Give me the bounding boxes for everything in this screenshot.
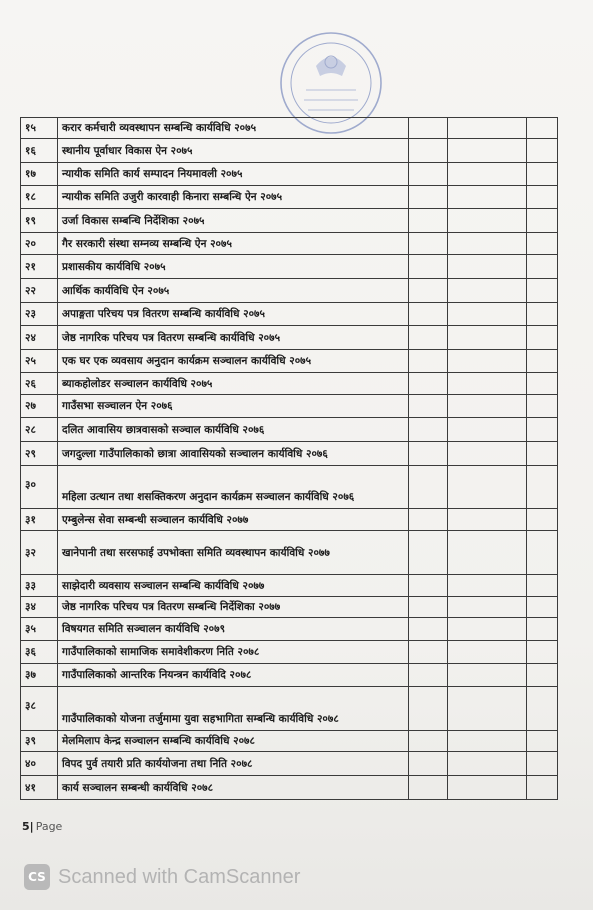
row-number: २० (21, 233, 58, 255)
empty-cell (527, 163, 558, 186)
empty-cell (527, 664, 558, 687)
table-row (21, 776, 558, 800)
empty-cell (409, 233, 448, 255)
empty-cell (448, 687, 527, 731)
empty-cell (409, 303, 448, 326)
row-number: २२ (21, 279, 58, 303)
empty-cell (448, 395, 527, 418)
document-title: दलित आवासिय छात्रवासको सञ्चाल कार्यविधि २०७६ (58, 418, 409, 442)
row-number: ३६ (21, 641, 58, 664)
empty-cell (448, 466, 527, 509)
empty-cell (409, 531, 448, 575)
empty-cell (527, 118, 558, 139)
table-row (21, 326, 558, 350)
empty-cell (409, 575, 448, 597)
camscanner-watermark (24, 862, 300, 892)
row-number: ३९ (21, 731, 58, 752)
document-title: गैर सरकारी संस्था सम्नव्य सम्बन्धि ऐन २०७५ (58, 233, 409, 255)
empty-cell (409, 163, 448, 186)
table-row (21, 373, 558, 395)
row-number: २५ (21, 350, 58, 373)
empty-cell (448, 279, 527, 303)
document-title: गाउँपालिकाको सामाजिक समावेशीकरण निति २०७८ (58, 641, 409, 664)
table-row (21, 163, 558, 186)
table-row (21, 255, 558, 279)
document-title: साझेदारी व्यवसाय सञ्चालन सम्बन्धि कार्यविधि २०७७ (58, 575, 409, 597)
empty-cell (527, 575, 558, 597)
page-number: 5 (22, 820, 30, 833)
empty-cell (448, 209, 527, 233)
empty-cell (448, 233, 527, 255)
empty-cell (448, 326, 527, 350)
empty-cell (527, 255, 558, 279)
empty-cell (527, 687, 558, 731)
empty-cell (527, 731, 558, 752)
document-title: जेष्ठ नागरिक परिचय पत्र वितरण सम्बन्धि निर्देशिका २०७७ (58, 597, 409, 618)
empty-cell (527, 350, 558, 373)
row-number: १६ (21, 139, 58, 163)
row-number: ३५ (21, 618, 58, 641)
empty-cell (527, 139, 558, 163)
empty-cell (409, 466, 448, 509)
table-row (21, 509, 558, 531)
row-number: ४१ (21, 776, 58, 800)
empty-cell (448, 776, 527, 800)
table-row (21, 531, 558, 575)
page-label: Page (35, 820, 63, 833)
table-row (21, 442, 558, 466)
row-number: २७ (21, 395, 58, 418)
empty-cell (448, 418, 527, 442)
empty-cell (527, 618, 558, 641)
table-row (21, 395, 558, 418)
row-number: २१ (21, 255, 58, 279)
document-title: कार्य सञ्चालन सम्बन्धी कार्यविधि २०७८ (58, 776, 409, 800)
empty-cell (409, 618, 448, 641)
camscanner-text: Scanned with CamScanner (58, 865, 301, 888)
empty-cell (448, 163, 527, 186)
document-title: उर्जा विकास सम्बन्धि निर्देशिका २०७५ (58, 209, 409, 233)
footer-separator: | (29, 820, 34, 833)
empty-cell (527, 531, 558, 575)
empty-cell (527, 641, 558, 664)
document-title: विषयगत समिति सञ्चालन कार्यविधि २०७९ (58, 618, 409, 641)
document-title: आर्थिक कार्यविधि ऐन २०७५ (58, 279, 409, 303)
empty-cell (527, 186, 558, 209)
empty-cell (527, 395, 558, 418)
empty-cell (527, 209, 558, 233)
empty-cell (409, 395, 448, 418)
empty-cell (448, 664, 527, 687)
empty-cell (409, 752, 448, 776)
document-register-table (20, 117, 558, 800)
row-number: २९ (21, 442, 58, 466)
table-row (21, 641, 558, 664)
table-row (21, 118, 558, 139)
row-number: ३२ (21, 531, 58, 575)
table-row (21, 618, 558, 641)
empty-cell (409, 664, 448, 687)
table-row (21, 186, 558, 209)
table-row (21, 233, 558, 255)
empty-cell (527, 233, 558, 255)
row-number: ४० (21, 752, 58, 776)
table-row (21, 731, 558, 752)
empty-cell (409, 509, 448, 531)
empty-cell (409, 255, 448, 279)
document-title: ब्याकहोलोडर सञ्चालन कार्यविधि २०७५ (58, 373, 409, 395)
document-title: न्यायीक समिति उजुरी कारवाही किनारा सम्बन्धि ऐन २०७५ (58, 186, 409, 209)
empty-cell (409, 326, 448, 350)
table-row (21, 687, 558, 731)
document-title: प्रशासकीय कार्यविधि २०७५ (58, 255, 409, 279)
empty-cell (409, 641, 448, 664)
table-row (21, 575, 558, 597)
empty-cell (527, 442, 558, 466)
empty-cell (448, 255, 527, 279)
row-number: २३ (21, 303, 58, 326)
empty-cell (409, 442, 448, 466)
empty-cell (448, 373, 527, 395)
empty-cell (527, 752, 558, 776)
empty-cell (409, 418, 448, 442)
table-row (21, 466, 558, 509)
empty-cell (527, 597, 558, 618)
row-number: २६ (21, 373, 58, 395)
empty-cell (527, 776, 558, 800)
document-title: स्थानीय पूर्वाधार विकास ऐन २०७५ (58, 139, 409, 163)
empty-cell (448, 442, 527, 466)
empty-cell (448, 731, 527, 752)
empty-cell (409, 731, 448, 752)
document-title: खानेपानी तथा सरसफाई उपभोक्ता समिति व्यवस्थापन कार्यविधि २०७७ (58, 531, 409, 575)
document-title: महिला उत्थान तथा शसक्तिकरण अनुदान कार्यक्रम सञ्चालन कार्यविधि २०७६ (58, 466, 409, 509)
empty-cell (448, 118, 527, 139)
document-title: विपद पुर्व तयारी प्रति कार्ययोजना तथा निति २०७८ (58, 752, 409, 776)
empty-cell (527, 509, 558, 531)
document-title: मेलमिलाप केन्द्र सञ्चालन सम्बन्धि कार्यविधि २०७८ (58, 731, 409, 752)
empty-cell (527, 418, 558, 442)
document-title: गाउँपालिकाको आन्तरिक नियन्त्रन कार्यविदि २०७८ (58, 664, 409, 687)
row-number: १७ (21, 163, 58, 186)
document-title: जगदुल्ला गाउँपालिकाको छात्रा आवासियको सञ्चालन कार्यविधि २०७६ (58, 442, 409, 466)
empty-cell (409, 186, 448, 209)
document-title: एक घर एक व्यवसाय अनुदान कार्यक्रम सञ्चालन कार्यविधि २०७५ (58, 350, 409, 373)
table-row (21, 303, 558, 326)
document-title: गाउँपालिकाको योजना तर्जुमामा युवा सहभागिता सम्बन्धि कार्यविधि २०७८ (58, 687, 409, 731)
row-number: १५ (21, 118, 58, 139)
empty-cell (409, 209, 448, 233)
empty-cell (527, 466, 558, 509)
row-number: २८ (21, 418, 58, 442)
row-number: २४ (21, 326, 58, 350)
empty-cell (448, 618, 527, 641)
table-row (21, 664, 558, 687)
empty-cell (409, 597, 448, 618)
empty-cell (409, 118, 448, 139)
row-number: १९ (21, 209, 58, 233)
table-row (21, 209, 558, 233)
row-number: ३७ (21, 664, 58, 687)
document-title: न्यायीक समिति कार्य सम्पादन नियमावली २०७५ (58, 163, 409, 186)
table-row (21, 752, 558, 776)
empty-cell (527, 279, 558, 303)
empty-cell (448, 531, 527, 575)
document-title: करार कर्मचारी व्यवस्थापन सम्बन्धि कार्यविधि २०७५ (58, 118, 409, 139)
document-title: एम्बुलेन्स सेवा सम्बन्धी सञ्चालन कार्यविधि २०७७ (58, 509, 409, 531)
row-number: ३३ (21, 575, 58, 597)
document-title: गाउँसभा सञ्चालन ऐन २०७६ (58, 395, 409, 418)
row-number: ३१ (21, 509, 58, 531)
row-number: ३८ (21, 687, 58, 731)
table-row (21, 597, 558, 618)
empty-cell (527, 373, 558, 395)
row-number: ३४ (21, 597, 58, 618)
camscanner-logo-icon: CS (24, 864, 50, 890)
empty-cell (409, 687, 448, 731)
row-number: ३० (21, 466, 58, 509)
empty-cell (409, 139, 448, 163)
document-title: जेष्ठ नागरिक परिचय पत्र वितरण सम्बन्धि कार्यविधि २०७५ (58, 326, 409, 350)
empty-cell (448, 575, 527, 597)
empty-cell (409, 776, 448, 800)
empty-cell (448, 139, 527, 163)
empty-cell (527, 326, 558, 350)
empty-cell (409, 279, 448, 303)
empty-cell (409, 350, 448, 373)
empty-cell (527, 303, 558, 326)
row-number: १८ (21, 186, 58, 209)
empty-cell (448, 509, 527, 531)
page-footer (22, 820, 62, 833)
document-title: अपाङ्गता परिचय पत्र वितरण सम्बन्धि कार्यविधि २०७५ (58, 303, 409, 326)
table-row (21, 139, 558, 163)
table-row (21, 418, 558, 442)
empty-cell (448, 752, 527, 776)
table-row (21, 279, 558, 303)
table-row (21, 350, 558, 373)
empty-cell (448, 350, 527, 373)
empty-cell (448, 186, 527, 209)
empty-cell (448, 641, 527, 664)
empty-cell (448, 303, 527, 326)
empty-cell (409, 373, 448, 395)
empty-cell (448, 597, 527, 618)
